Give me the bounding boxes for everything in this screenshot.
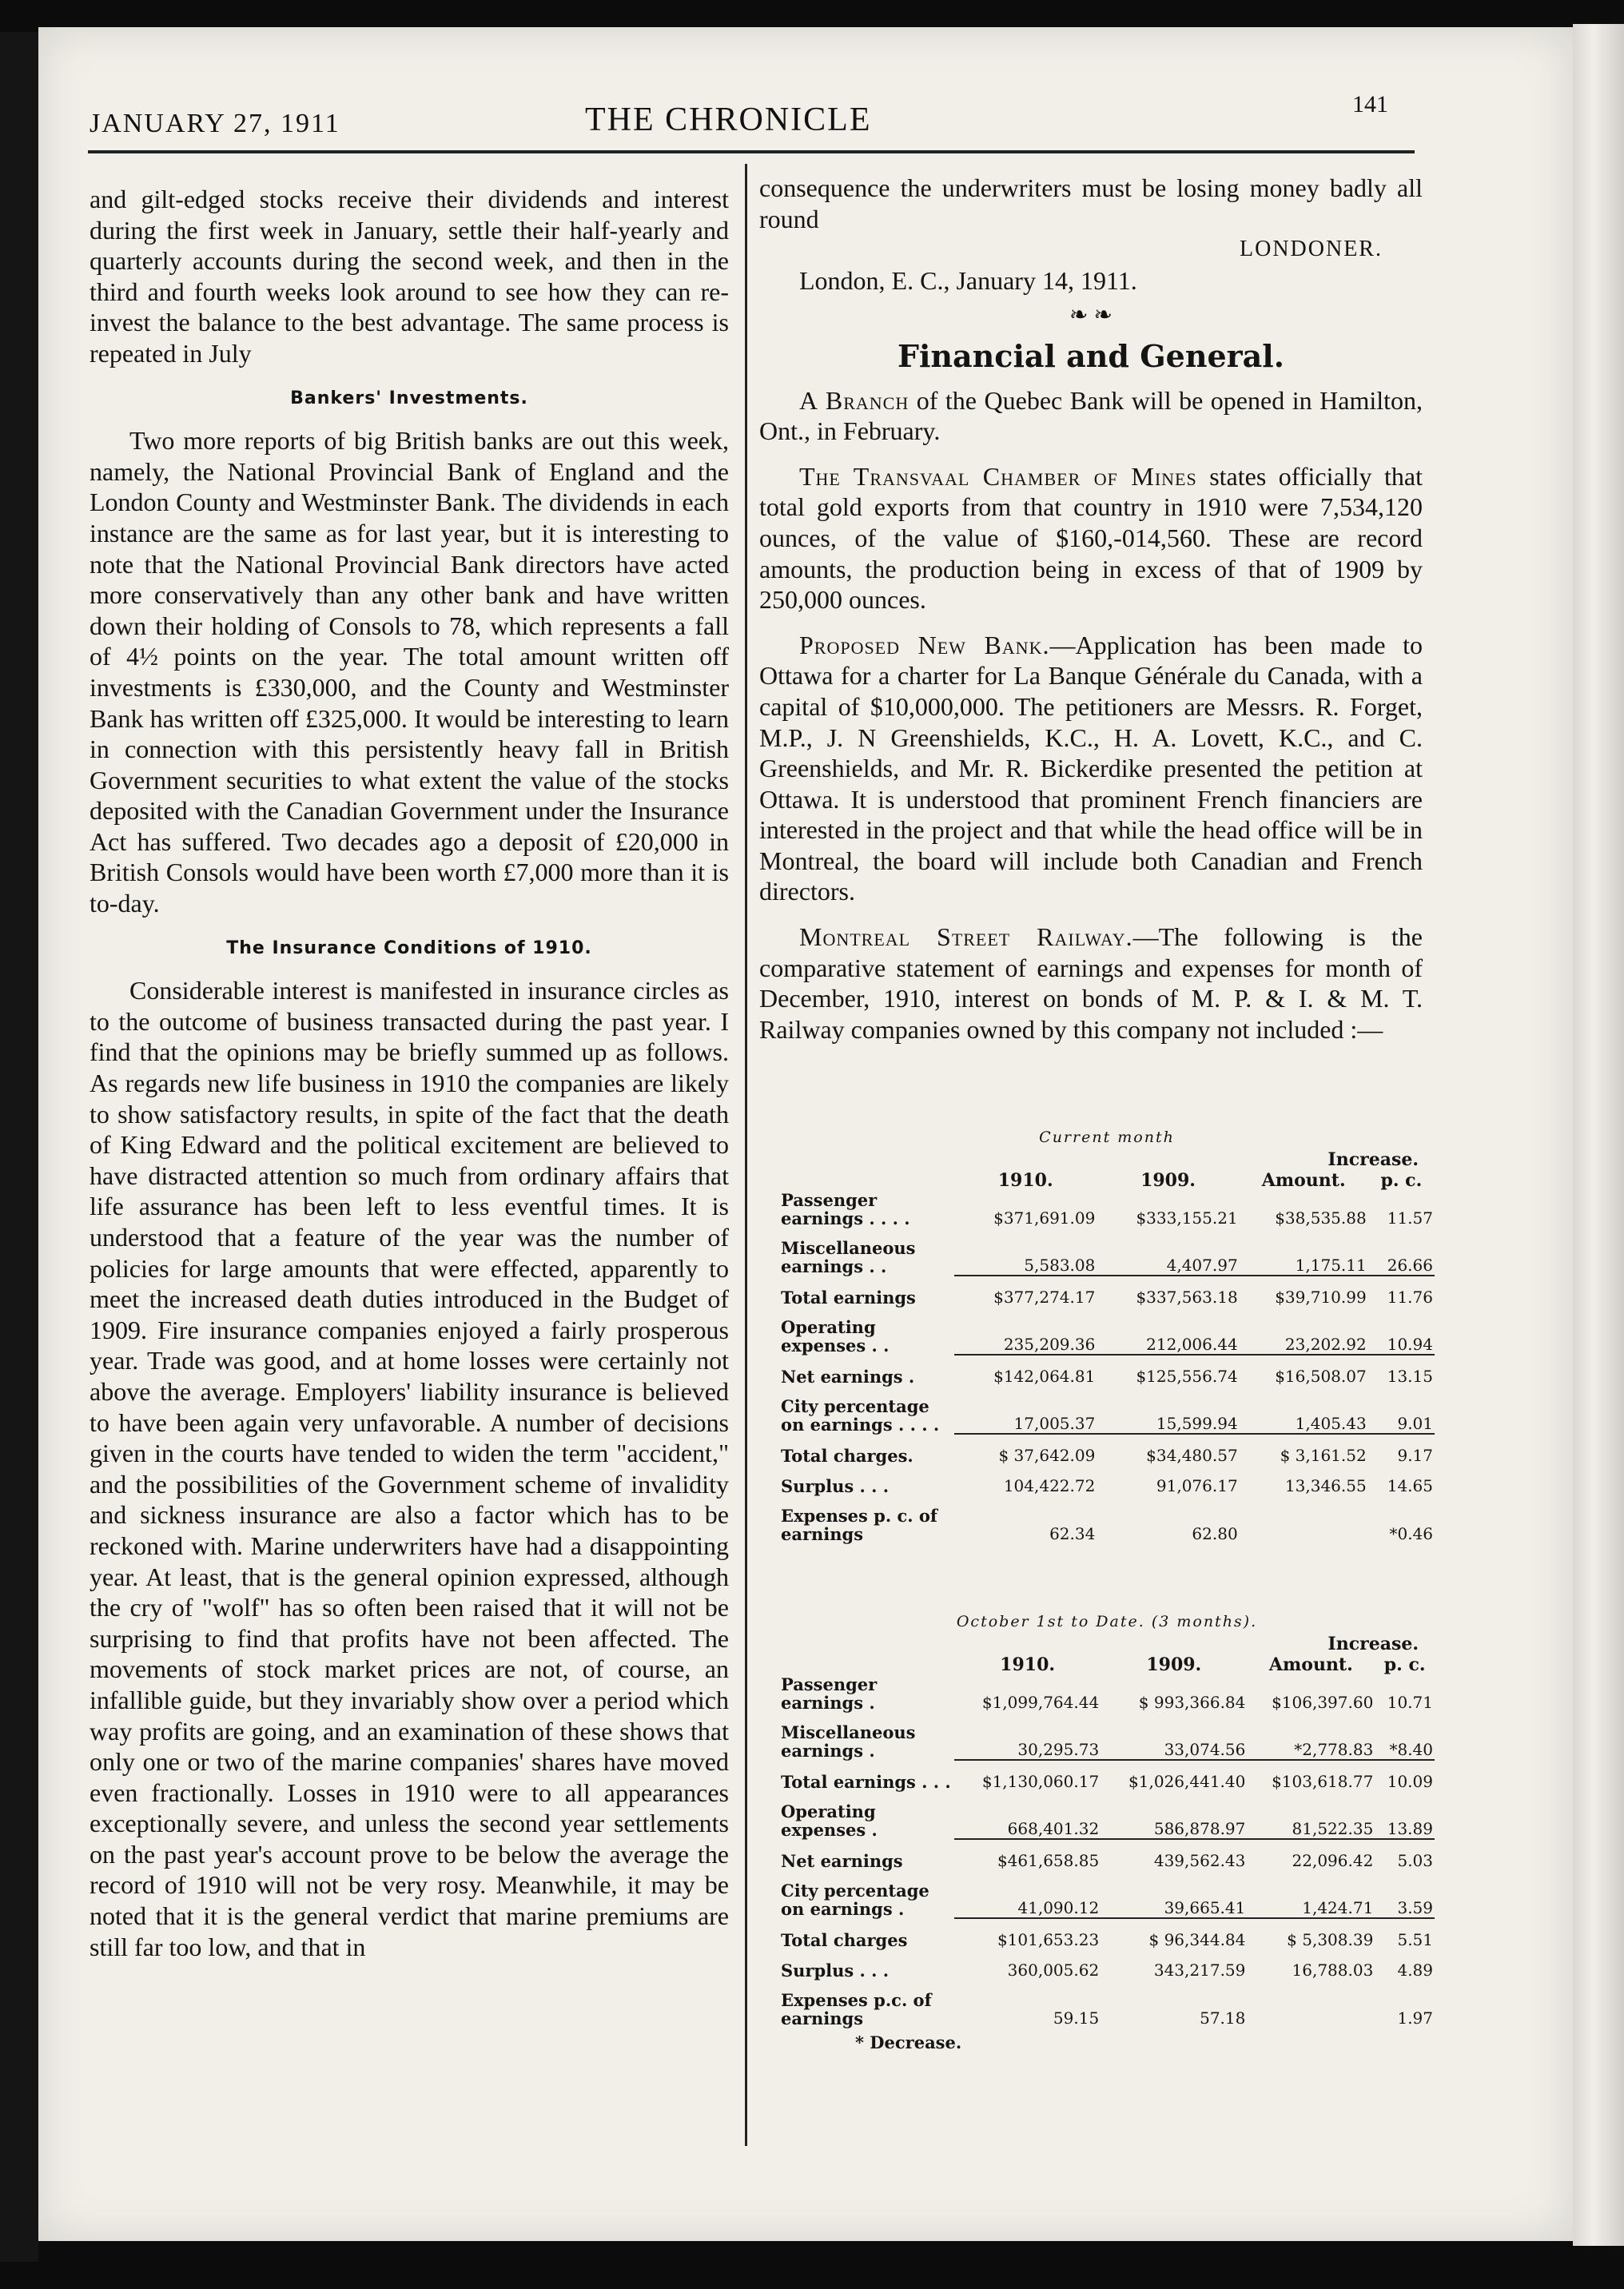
row-label: Passenger earnings . bbox=[781, 1674, 878, 1713]
table-row bbox=[779, 1870, 1435, 1918]
table-row bbox=[779, 1839, 1435, 1870]
table-row bbox=[779, 1355, 1435, 1386]
value-1910: 59.15 bbox=[1053, 2008, 1100, 2028]
street-railway-paragraph bbox=[759, 922, 1423, 1045]
table-row bbox=[779, 1675, 1435, 1712]
value-1910: 360,005.62 bbox=[1007, 1961, 1100, 1980]
value-1910: $377,274.17 bbox=[993, 1288, 1096, 1307]
increase-percent: *0.46 bbox=[1389, 1524, 1433, 1543]
new-bank-paragraph bbox=[759, 630, 1423, 907]
current-month-rows bbox=[779, 1191, 1435, 1543]
increase-percent: 9.01 bbox=[1368, 1386, 1435, 1434]
increase-percent: 26.66 bbox=[1368, 1228, 1435, 1276]
street-railway-lead: Montreal Street Railway. bbox=[799, 922, 1133, 952]
increase-percent: 14.65 bbox=[1387, 1476, 1433, 1495]
table-row bbox=[779, 1191, 1435, 1228]
new-bank-text: —Application has been made to Ottawa for a charter for La Banque Générale du Canada, with a capital of $10,000,000. The petitioners are Messrs. R. Forget, M.P., J. N Greenshields, K.C., H. A. Lovett, K.C., and C. Greenshields, and Mr. R. Bickerdike presented the petition at Ottawa. It is understood that prominent French financiers are interested in the project and that while the head office will be in Montreal, the board will include both Canadian and French directors. bbox=[759, 630, 1423, 906]
table-row bbox=[779, 1791, 1435, 1839]
header-title: THE CHRONICLE bbox=[585, 102, 872, 138]
ytd-caption: October 1st to Date. (3 months). bbox=[956, 1613, 1258, 1630]
binding-shadow bbox=[0, 32, 38, 2262]
increase-amount: $103,618.77 bbox=[1272, 1772, 1374, 1791]
increase-amount: 1,424.71 bbox=[1247, 1870, 1375, 1918]
increase-amount bbox=[1247, 1980, 1375, 2028]
increase-percent: 13.89 bbox=[1375, 1791, 1435, 1839]
row-label: City percentage on earnings . . . . bbox=[781, 1396, 940, 1435]
row-label: City percentage on earnings . bbox=[781, 1881, 929, 1919]
right-column bbox=[759, 173, 1423, 1045]
page-number: 141 bbox=[1352, 91, 1388, 117]
header-rule bbox=[88, 150, 1415, 153]
page-edge bbox=[1573, 24, 1624, 2246]
increase-percent: 10.94 bbox=[1368, 1307, 1435, 1355]
row-label: Expenses p. c. of earnings bbox=[781, 1506, 937, 1544]
value-1910: $ 37,642.09 bbox=[998, 1446, 1096, 1465]
value-1909: 439,562.43 bbox=[1153, 1851, 1246, 1870]
row-label: Net earnings bbox=[781, 1851, 903, 1871]
row-label: Total charges bbox=[781, 1930, 908, 1950]
table-row bbox=[779, 1980, 1435, 2028]
value-1910: $1,099,764.44 bbox=[981, 1693, 1100, 1712]
ornament: ❧ ❧ bbox=[1069, 303, 1113, 328]
increase-amount: $ 5,308.39 bbox=[1287, 1930, 1374, 1949]
value-1909: $ 993,366.84 bbox=[1138, 1693, 1246, 1712]
table-row bbox=[779, 1276, 1435, 1307]
right-paragraph-1: consequence the underwriters must be losing money badly all round bbox=[759, 173, 1423, 233]
increase-percent: 11.76 bbox=[1387, 1288, 1433, 1307]
value-1910: 30,295.73 bbox=[954, 1712, 1101, 1760]
current-month-table bbox=[779, 1129, 1435, 1543]
value-1910: 5,583.08 bbox=[954, 1228, 1097, 1276]
table-row bbox=[779, 1712, 1435, 1760]
value-1910: 41,090.12 bbox=[954, 1870, 1101, 1918]
table-row bbox=[779, 1495, 1435, 1543]
increase-percent: 10.09 bbox=[1387, 1772, 1433, 1791]
value-1909: $34,480.57 bbox=[1146, 1446, 1238, 1465]
increase-amount: $16,508.07 bbox=[1275, 1367, 1367, 1386]
table-row bbox=[779, 1465, 1435, 1495]
value-1910: 104,422.72 bbox=[1003, 1476, 1096, 1495]
increase-percent: 5.03 bbox=[1397, 1851, 1433, 1870]
column-rule bbox=[745, 164, 747, 2146]
quebec-bank-paragraph bbox=[759, 385, 1423, 447]
increase-amount: 1,175.11 bbox=[1240, 1228, 1368, 1276]
left-column bbox=[90, 184, 729, 1962]
value-1909: 91,076.17 bbox=[1156, 1476, 1238, 1495]
ytd-col-header-pc: p. c. bbox=[1383, 1654, 1426, 1675]
ytd-col-header-1909: 1909. bbox=[1146, 1654, 1202, 1675]
row-label: Passenger earnings . . . . bbox=[781, 1190, 910, 1228]
value-1909: 33,074.56 bbox=[1101, 1712, 1247, 1760]
row-label: Miscellaneous earnings . . bbox=[781, 1238, 916, 1276]
financial-general-heading: Financial and General. bbox=[898, 337, 1284, 374]
decrease-footnote: * Decrease. bbox=[855, 2032, 962, 2052]
ytd-col-header-amount: Amount. bbox=[1268, 1654, 1353, 1675]
value-1910: 235,209.36 bbox=[954, 1307, 1097, 1355]
left-paragraph-3: Considerable interest is manifested in insurance circles as to the outcome of business transacted during the past year. I find that the opinions may be briefly summed up as follows. As regards new life business in 1910 the companies are likely to show satisfactory results, in spite of the fact that the death of King Edward and the political excitement are believed to have distracted attention so much from ordinary affairs that life assurance has been left to less eventful times. It is understood that a feature of the year was the number of policies for large amounts that were effected, apparently to meet the increased death duties introduced in the Budget of 1909. Fire insurance companies enjoyed a fairly prosperous year. Trade was good, and at home losses were certainly not above the average. Employers' liability insurance is believed to have been again very unfavorable. A number of decisions given in the courts have tended to widen the term "accident," and the possibilities of the Government scheme of invalidity and sickness insurance are also a factor which has to be reckoned with. Marine underwriters have had a disappointing year. At least, that is the general opinion expressed, although the cry of "wolf" has so often been raised that it will not be surprising to find that profits have not been affected. The movements of stock market prices are not, of course, an infallible guide, but they invariably show over a period which way profits are going, and an examination of these shows that only one or two of the marine companies' shares have moved even fractionally. Losses in 1910 were to all appearances exceptionally severe, and unless the second year settlements on the past year's account prove to be below the average the record of 1910 will not be very rosy. Meanwhile, it may be noted that it is the general verdict that marine premiums are still far too low, and that in bbox=[90, 976, 729, 1961]
increase-amount: 16,788.03 bbox=[1292, 1961, 1374, 1980]
value-1909: 57.18 bbox=[1200, 2008, 1246, 2028]
transvaal-text: states officially that total gold exports from that country in 1910 were 7,534,120 ounces, of the value of $160,-014,560. These are record amounts, the production being in excess of that of 1909 by 250,000 ounces. bbox=[759, 461, 1423, 615]
row-label: Surplus . . . bbox=[781, 1961, 890, 1980]
page-header bbox=[58, 77, 1416, 149]
col-header-1910: 1910. bbox=[997, 1170, 1053, 1191]
increase-percent: 1.97 bbox=[1397, 2008, 1433, 2028]
ytd-col-header-1910: 1910. bbox=[1000, 1654, 1056, 1675]
increase-percent: 13.15 bbox=[1387, 1367, 1433, 1386]
increase-percent: 3.59 bbox=[1375, 1870, 1435, 1918]
increase-amount: $ 3,161.52 bbox=[1280, 1446, 1367, 1465]
value-1909: $125,556.74 bbox=[1136, 1367, 1238, 1386]
row-label: Operating expenses . bbox=[781, 1801, 878, 1840]
value-1909: 343,217.59 bbox=[1153, 1961, 1246, 1980]
signoff: LONDONER. bbox=[1240, 237, 1383, 262]
increase-amount: $38,535.88 bbox=[1275, 1208, 1367, 1228]
table-row bbox=[779, 1760, 1435, 1791]
value-1910: 668,401.32 bbox=[954, 1791, 1101, 1839]
value-1909: $1,026,441.40 bbox=[1128, 1772, 1246, 1791]
row-label: Surplus . . . bbox=[781, 1476, 890, 1496]
value-1909: $337,563.18 bbox=[1136, 1288, 1238, 1307]
new-bank-lead: Proposed New Bank. bbox=[799, 630, 1050, 659]
bankers-investments-heading: Bankers' Investments. bbox=[290, 388, 528, 408]
value-1909: 39,665.41 bbox=[1101, 1870, 1247, 1918]
transvaal-lead: The Transvaal Chamber of Mines bbox=[799, 461, 1197, 491]
ytd-table bbox=[779, 1613, 1435, 2052]
increase-percent: 11.57 bbox=[1387, 1208, 1433, 1228]
increase-percent: *8.40 bbox=[1375, 1712, 1435, 1760]
ytd-rows bbox=[779, 1675, 1435, 2028]
increase-amount: 1,405.43 bbox=[1240, 1386, 1368, 1434]
col-header-pc: p. c. bbox=[1380, 1170, 1423, 1191]
street-railway-text: —The following is the comparative statement of earnings and expenses for month of December, 1910, interest on bonds of M. P. & I. & M. T. Railway companies owned by this company not included :— bbox=[759, 922, 1423, 1044]
quebec-text: of the Quebec Bank will be opened in Hamilton, Ont., in February. bbox=[759, 385, 1423, 446]
row-label: Miscellaneous earnings . bbox=[781, 1722, 916, 1761]
increase-percent: 5.51 bbox=[1397, 1930, 1433, 1949]
row-label: Total earnings bbox=[781, 1288, 916, 1308]
header-date: JANUARY 27, 1911 bbox=[90, 109, 340, 138]
table-row bbox=[779, 1949, 1435, 1980]
value-1910: 62.34 bbox=[1049, 1524, 1096, 1543]
increase-amount: $39,710.99 bbox=[1275, 1288, 1367, 1307]
ytd-increase-label: Increase. bbox=[1327, 1634, 1419, 1654]
value-1909: 15,599.94 bbox=[1097, 1386, 1239, 1434]
value-1909: 4,407.97 bbox=[1097, 1228, 1239, 1276]
increase-amount: *2,778.83 bbox=[1247, 1712, 1375, 1760]
increase-amount: 22,096.42 bbox=[1292, 1851, 1374, 1870]
row-label: Expenses p.c. of earnings bbox=[781, 1990, 932, 2028]
increase-amount: 23,202.92 bbox=[1240, 1307, 1368, 1355]
increase-percent: 10.71 bbox=[1387, 1693, 1433, 1712]
value-1910: $101,653.23 bbox=[997, 1930, 1100, 1949]
value-1910: $1,130,060.17 bbox=[981, 1772, 1100, 1791]
increase-amount bbox=[1240, 1495, 1368, 1543]
quebec-lead: A Branch bbox=[799, 385, 910, 415]
dateline: London, E. C., January 14, 1911. bbox=[799, 265, 1137, 295]
value-1909: $ 96,344.84 bbox=[1148, 1930, 1246, 1949]
table-row bbox=[779, 1434, 1435, 1465]
table-row bbox=[779, 1228, 1435, 1276]
row-label: Total charges. bbox=[781, 1446, 914, 1466]
increase-amount: 81,522.35 bbox=[1247, 1791, 1375, 1839]
table-row bbox=[779, 1307, 1435, 1355]
value-1910: $142,064.81 bbox=[993, 1367, 1096, 1386]
col-header-1909: 1909. bbox=[1140, 1170, 1196, 1191]
row-label: Operating expenses . . bbox=[781, 1317, 890, 1355]
left-paragraph-1: and gilt-edged stocks receive their dividends and interest during the first week in January, settle their half-yearly and quarterly accounts during the second week, and then in the third and fourth weeks look around to see how they can re-invest the balance to the best advantage. The same process is repeated in July bbox=[90, 185, 729, 368]
value-1909: $333,155.21 bbox=[1136, 1208, 1238, 1228]
value-1909: 62.80 bbox=[1192, 1524, 1238, 1543]
row-label: Total earnings . . . bbox=[781, 1772, 951, 1792]
col-header-amount: Amount. bbox=[1261, 1170, 1346, 1191]
value-1910: $461,658.85 bbox=[997, 1851, 1100, 1870]
row-label: Net earnings . bbox=[781, 1367, 915, 1387]
increase-percent: 9.17 bbox=[1397, 1446, 1433, 1465]
increase-amount: 13,346.55 bbox=[1284, 1476, 1367, 1495]
value-1910: $371,691.09 bbox=[993, 1208, 1096, 1228]
increase-percent: 4.89 bbox=[1397, 1961, 1433, 1980]
table-row bbox=[779, 1386, 1435, 1434]
left-paragraph-2: Two more reports of big British banks are out this week, namely, the National Provincial Bank of England and the London County and Westminster Bank. The dividends in each instance are the same as for last year, but it is interesting to note that the National Provincial Bank directors have acted more conservatively than any other bank and have written down their holding of Consols to 78, which represents a fall of 4½ points on the year. The total amount written off investments is £330,000, and the County and Westminster Bank has written off £325,000. It would be interesting to learn in connection with this persistently heavy fall in British Government securities to what extent the value of the stocks deposited with the Canadian Government under the Insurance Act has suffered. Two decades ago a deposit of £20,000 in British Consols would have been worth £7,000 more than it is to-day. bbox=[90, 426, 729, 918]
transvaal-paragraph bbox=[759, 461, 1423, 615]
value-1909: 212,006.44 bbox=[1097, 1307, 1239, 1355]
increase-amount: $106,397.60 bbox=[1272, 1693, 1374, 1712]
current-month-caption: Current month bbox=[1039, 1129, 1175, 1146]
value-1910: 17,005.37 bbox=[954, 1386, 1097, 1434]
insurance-conditions-heading: The Insurance Conditions of 1910. bbox=[226, 937, 592, 958]
value-1909: 586,878.97 bbox=[1101, 1791, 1247, 1839]
increase-label: Increase. bbox=[1327, 1149, 1419, 1170]
table-row bbox=[779, 1918, 1435, 1949]
